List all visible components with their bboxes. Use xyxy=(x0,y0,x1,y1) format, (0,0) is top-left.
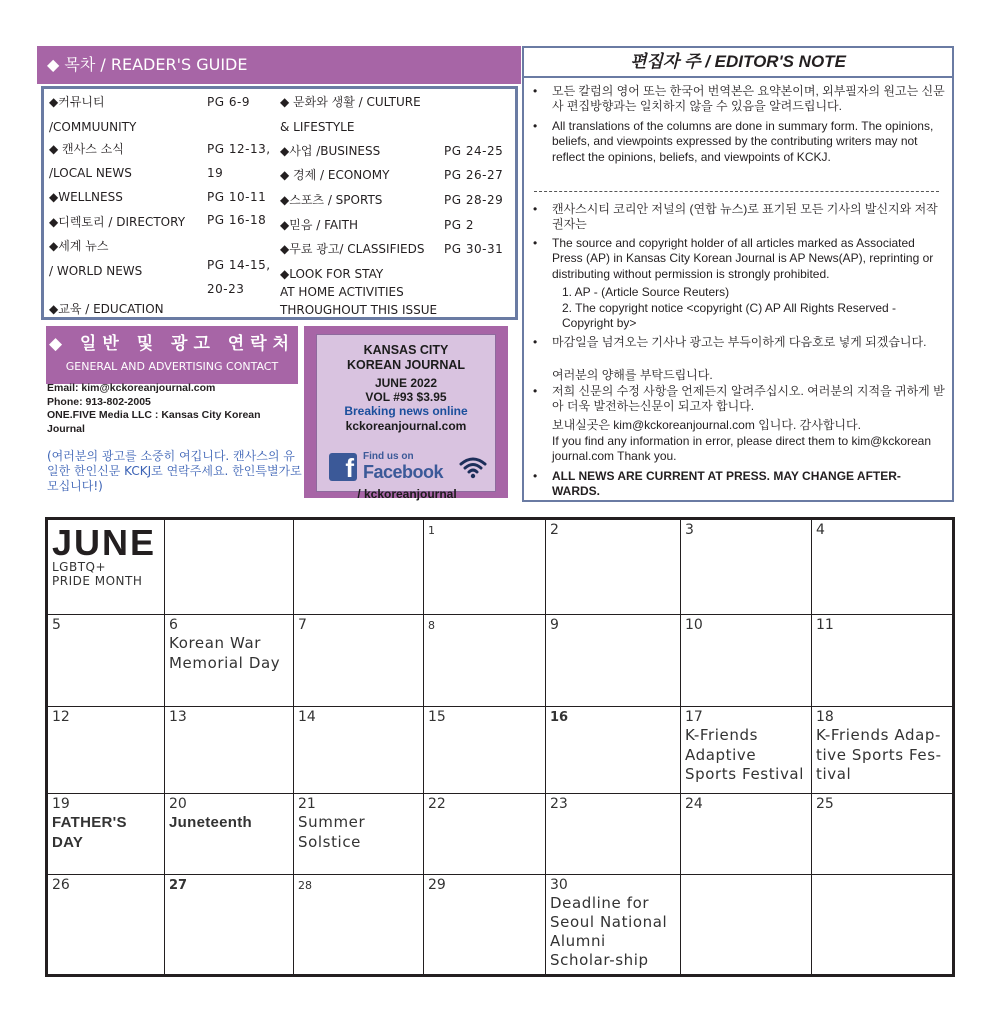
day-number: 7 xyxy=(298,617,307,633)
day-number: 23 xyxy=(550,796,568,812)
calendar-day[interactable] xyxy=(165,794,294,875)
calendar-empty-cell xyxy=(294,520,424,615)
calendar-empty-cell xyxy=(812,875,952,974)
guide-item: ◆ 경제 / ECONOMY xyxy=(280,168,390,182)
day-event: Summer Solstice xyxy=(298,813,366,851)
bullet: • xyxy=(533,469,538,483)
calendar-day[interactable] xyxy=(424,875,546,974)
calendar-day[interactable] xyxy=(681,707,812,794)
wifi-icon xyxy=(459,455,487,479)
contact-info xyxy=(47,382,307,436)
contact-email[interactable]: Email: kim@kckoreanjournal.com xyxy=(47,382,216,394)
june-calendar xyxy=(45,517,955,977)
calendar-day[interactable] xyxy=(812,615,952,707)
guide-item: /LOCAL NEWS xyxy=(49,166,132,180)
day-number: 14 xyxy=(298,709,316,725)
calendar-day[interactable] xyxy=(294,707,424,794)
readers-guide-header: ◆ 목차 / READER'S GUIDE xyxy=(37,46,521,84)
guide-item: /COMMUUNITY xyxy=(49,120,137,134)
calendar-day[interactable] xyxy=(48,615,165,707)
calendar-day[interactable] xyxy=(294,615,424,707)
day-number: 6 xyxy=(169,617,178,633)
contact-subtitle: GENERAL AND ADVERTISING CONTACT xyxy=(65,360,279,373)
calendar-day[interactable] xyxy=(681,520,812,615)
calendar-day[interactable] xyxy=(424,615,546,707)
note-corrections-english: If you find any information in error, please direct them to kim@kckorean journal.com Thank you. xyxy=(552,434,932,464)
day-number: 4 xyxy=(816,522,825,538)
day-number: 2 xyxy=(550,522,559,538)
day-number: 22 xyxy=(428,796,446,812)
contact-company: ONE.FIVE Media LLC : Kansas City Korean xyxy=(47,409,261,421)
guide-item: ◆ 문화와 생활 / CULTURE xyxy=(280,95,421,109)
guide-page: PG 2 xyxy=(444,218,474,232)
masthead-line: KANSAS CITY xyxy=(363,343,449,357)
note-corrections-email: 보내실곳은 kim@kckoreanjournal.com 입니다. 감사합니다. xyxy=(552,418,861,432)
day-event: FATHER'S DAY xyxy=(52,814,127,851)
day-number: 20 xyxy=(169,796,187,812)
contact-note: (여러분의 광고를 소중히 여깁니다. 캔사스의 유일한 한인신문 KCKJ로 연락주세요. 한인특별가로 모십니다!) xyxy=(47,449,302,493)
day-number: 19 xyxy=(52,796,70,812)
facebook-handle: / kckoreanjournal xyxy=(357,487,457,501)
day-number: 28 xyxy=(298,879,312,892)
note-translation-summary: All translations of the columns are done in summary form. The opinions, beliefs, and viewpoints expressed by the contributing writers may not reflect the opinions, beliefs, and viewpoints of KCKJ. xyxy=(552,119,934,164)
month-subtitle: LGBTQ+ xyxy=(52,560,107,574)
bullet: • xyxy=(533,236,538,250)
calendar-day[interactable] xyxy=(294,794,424,875)
guide-page: PG 30-31 xyxy=(444,242,504,256)
guide-item: ◆디렉토리 / DIRECTORY xyxy=(49,215,186,229)
day-number: 12 xyxy=(52,709,70,725)
day-number: 29 xyxy=(428,877,446,893)
guide-item: ◆세계 뉴스 xyxy=(49,239,109,253)
guide-item: ◆사업 /BUSINESS xyxy=(280,144,381,158)
day-number: 13 xyxy=(169,709,187,725)
guide-page: PG 12-13, xyxy=(207,142,271,156)
day-number: 11 xyxy=(816,617,834,633)
day-number: 1 xyxy=(428,524,435,537)
day-event: Deadline for Seoul National Alumni Scholar-ship xyxy=(550,894,668,969)
day-event: Korean War Memorial Day xyxy=(169,634,281,672)
calendar-day[interactable] xyxy=(424,794,546,875)
day-number: 3 xyxy=(685,522,694,538)
calendar-day[interactable] xyxy=(48,875,165,974)
contact-company-cont: Journal xyxy=(47,422,85,435)
calendar-day[interactable] xyxy=(165,615,294,707)
calendar-day[interactable] xyxy=(812,794,952,875)
facebook-find-us: Find us on xyxy=(363,451,414,462)
masthead-line: KOREAN JOURNAL xyxy=(346,358,466,372)
guide-page: 20-23 xyxy=(207,282,245,296)
facebook-icon: f xyxy=(329,453,357,481)
facebook-badge[interactable] xyxy=(329,451,489,483)
guide-item: ◆LOOK FOR STAY xyxy=(280,267,384,281)
guide-page: PG 24-25 xyxy=(444,144,504,158)
calendar-day[interactable] xyxy=(681,794,812,875)
day-number: 21 xyxy=(298,796,316,812)
day-number: 10 xyxy=(685,617,703,633)
guide-item: ◆믿음 / FAITH xyxy=(280,218,358,232)
guide-page: PG 26-27 xyxy=(444,168,504,182)
guide-item: & LIFESTYLE xyxy=(280,120,355,134)
calendar-day[interactable] xyxy=(812,520,952,615)
calendar-day[interactable] xyxy=(424,520,546,615)
guide-item: ◆무료 광고/ CLASSIFIEDS xyxy=(280,242,425,256)
calendar-day[interactable] xyxy=(546,794,681,875)
contact-phone: Phone: 913-802-2005 xyxy=(47,395,151,408)
calendar-day[interactable] xyxy=(546,615,681,707)
day-number: 15 xyxy=(428,709,446,725)
guide-item: AT HOME ACTIVITIES xyxy=(280,285,404,299)
guide-page: PG 14-15, xyxy=(207,258,271,272)
day-number: 18 xyxy=(816,709,834,725)
note-ap-korean: 캔사스시티 코리안 저널의 (연합 뉴스)로 표기된 모든 기사의 발신지와 저작권자는 xyxy=(552,202,938,232)
month-title: JUNE xyxy=(52,522,157,563)
guide-item: ◆ 캔사스 소식 xyxy=(49,142,124,156)
day-number: 30 xyxy=(550,877,568,893)
day-event: Juneteenth xyxy=(169,814,253,831)
bullet: • xyxy=(533,202,538,216)
guide-item: ◆스포츠 / SPORTS xyxy=(280,193,383,207)
note-current-at-press: ALL NEWS ARE CURRENT AT PRESS. MAY CHANGE AFTER-WARDS. xyxy=(552,469,901,499)
guide-item: THROUGHOUT THIS ISSUE xyxy=(280,303,438,317)
day-number: 24 xyxy=(685,796,703,812)
divider xyxy=(534,191,939,192)
calendar-day[interactable] xyxy=(546,875,681,974)
bullet: • xyxy=(533,119,538,133)
masthead-issue-date: JUNE 2022 xyxy=(374,376,438,390)
note-ap-item: 2. The copyright notice <copyright (C) AP All Rights Reserved - Copyright by> xyxy=(562,301,897,331)
masthead-volume-price: VOL #93 $3.95 xyxy=(365,390,447,404)
guide-page: 19 xyxy=(207,166,224,180)
day-number: 16 xyxy=(550,710,569,725)
day-event: K-Friends Adaptive Sports Festival xyxy=(685,726,804,783)
editors-note-title: 편집자 주 / EDITOR'S NOTE xyxy=(524,48,952,78)
note-korean-translation: 모든 칼럼의 영어 또는 한국어 번역본은 요약본이며, 외부필자의 원고는 신문사 편집방향과는 일치하지 않을 수 있음을 알려드립니다. xyxy=(552,84,945,114)
guide-item: / WORLD NEWS xyxy=(49,264,143,278)
contact-title: ◆ 일반 및 광고 연락처 xyxy=(48,334,296,354)
calendar-day[interactable] xyxy=(165,707,294,794)
contact-header xyxy=(46,326,298,384)
calendar-day[interactable] xyxy=(546,520,681,615)
day-number: 25 xyxy=(816,796,834,812)
guide-page: PG 10-11 xyxy=(207,190,267,204)
note-corrections-korean: 저희 신문의 수정 사항을 언제든지 알려주십시오. 여러분의 지적을 귀하게 받아 더욱 발전하는신문이 되고자 합니다. xyxy=(552,384,945,414)
calendar-day[interactable] xyxy=(165,875,294,974)
calendar-empty-cell xyxy=(165,520,294,615)
masthead-breaking-news: Breaking news online xyxy=(344,404,468,418)
note-ap-item: 1. AP - (Article Source Reuters) xyxy=(562,285,730,299)
masthead-website[interactable]: kckoreanjournal.com xyxy=(345,419,467,433)
readers-guide-box xyxy=(41,86,518,320)
calendar-day[interactable] xyxy=(812,707,952,794)
calendar-day[interactable] xyxy=(48,707,165,794)
day-number: 9 xyxy=(550,617,559,633)
bullet: • xyxy=(533,84,538,98)
calendar-empty-cell xyxy=(681,875,812,974)
day-number: 8 xyxy=(428,619,435,632)
note-deadline: 마감일을 넘겨오는 기사나 광고는 부득이하게 다음호로 넣게 되겠습니다. xyxy=(552,335,927,349)
guide-item: ◆커뮤니티 xyxy=(49,95,105,109)
note-deadline-apology: 여러분의 양해를 부탁드립니다. xyxy=(552,368,713,382)
guide-page: PG 6-9 xyxy=(207,95,250,109)
day-event: K-Friends Adap-tive Sports Fes-tival xyxy=(816,726,942,783)
day-number: 5 xyxy=(52,617,61,633)
calendar-day[interactable] xyxy=(681,615,812,707)
day-number: 26 xyxy=(52,877,70,893)
calendar-day[interactable] xyxy=(424,707,546,794)
masthead-box xyxy=(304,326,508,501)
calendar-day[interactable] xyxy=(546,707,681,794)
bullet: • xyxy=(533,335,538,349)
note-ap-source: The source and copyright holder of all articles marked as Associated Press (AP) in Kansas City Korean Journal is AP News(AP), reprinting or distributing without permission is strongly prohibited. xyxy=(552,236,934,281)
calendar-month-cell xyxy=(48,520,165,615)
guide-page: PG 28-29 xyxy=(444,193,504,207)
guide-item: ◆교육 / EDUCATION xyxy=(49,302,164,316)
guide-page: PG 16-18 xyxy=(207,213,267,227)
month-subtitle: PRIDE MONTH xyxy=(52,574,143,588)
day-number: 27 xyxy=(169,878,188,893)
calendar-day[interactable] xyxy=(48,794,165,875)
calendar-day[interactable] xyxy=(294,875,424,974)
guide-item: ◆WELLNESS xyxy=(49,190,123,204)
editors-note-box xyxy=(522,46,954,502)
bullet: • xyxy=(533,384,538,398)
facebook-wordmark: Facebook xyxy=(363,462,444,482)
masthead-inner xyxy=(316,334,496,501)
day-number: 17 xyxy=(685,709,703,725)
